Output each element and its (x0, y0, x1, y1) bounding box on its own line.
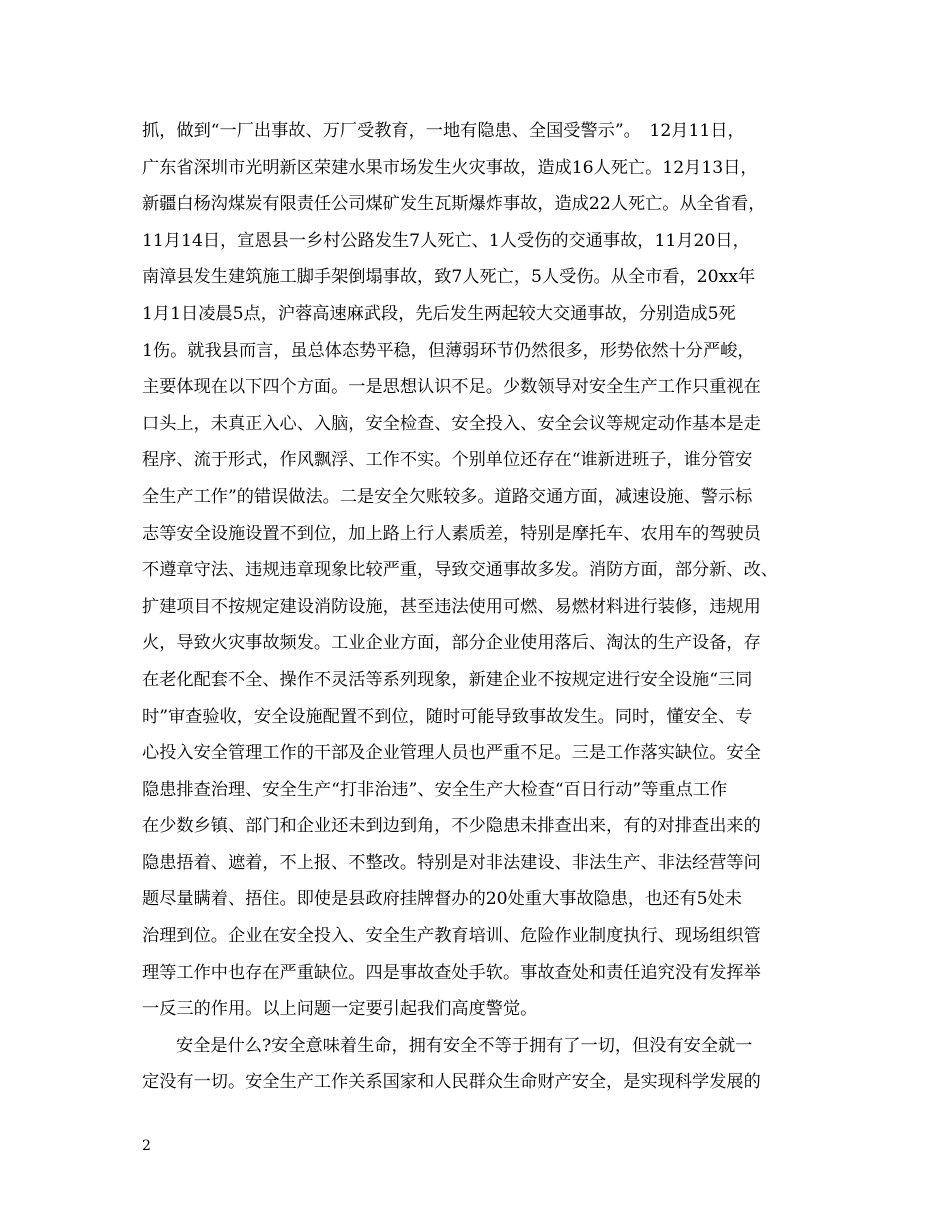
text-line: 心投入安全管理工作的干部及企业管理人员也严重不足。三是工作落实缺位。安全 (142, 743, 761, 764)
text-line: 主要体现在以下四个方面。一是思想认识不足。少数领导对安全生产工作只重视在 (142, 377, 761, 398)
text-line: 全生产工作”的错误做法。二是安全欠账较多。道路交通方面，减速设施、警示标 (142, 486, 753, 507)
body-text (142, 113, 832, 1101)
text-line: 不遵章守法、违规违章现象比较严重，导致交通事故多发。消防方面，部分新、改、 (142, 560, 778, 581)
text-line: 1伤。就我县而言，虽总体态势平稳，但薄弱环节仍然很多，形势依然十分严峻， (142, 340, 755, 361)
text-line: 隐患排查治理、安全生产“打非治违”、安全生产大检查“百日行动”等重点工作 (142, 779, 728, 800)
text-line: 时”审查验收，安全设施配置不到位，随时可能导致事故发生。同时，懂安全、专 (142, 706, 753, 727)
text-line: 隐患捂着、遮着，不上报、不整改。特别是对非法建设、非法生产、非法经营等问 (142, 852, 761, 873)
text-line: 志等安全设施设置不到位，加上路上行人素质差，特别是摩托车、农用车的驾驶员 (142, 523, 761, 544)
text-line: 定没有一切。安全生产工作关系国家和人民群众生命财产安全，是实现科学发展的 (142, 1072, 761, 1093)
text-line: 扩建项目不按规定建设消防设施，甚至违法使用可燃、易燃材料进行装修，违规用 (142, 596, 761, 617)
text-line: 新疆白杨沟煤炭有限责任公司煤矿发生瓦斯爆炸事故，造成22人死亡。从全省看， (142, 194, 766, 215)
text-line: 南漳县发生建筑施工脚手架倒塌事故，致7人死亡，5人受伤。从全市看，20xx年 (142, 267, 756, 288)
text-line: 题尽量瞒着、捂住。即使是县政府挂牌督办的20处重大事故隐患，也还有5处未 (142, 889, 742, 910)
text-line: 在老化配套不全、操作不灵活等系列现象，新建企业不按规定进行安全设施“三同 (142, 669, 753, 690)
text-line: 在少数乡镇、部门和企业还未到边到角，不少隐患未排查出来，有的对排查出来的 (142, 816, 761, 837)
text-line: 1月1日凌晨5点，沪蓉高速麻武段，先后发生两起较大交通事故，分别造成5死 (142, 303, 736, 324)
page-number: 2 (142, 1138, 151, 1154)
text-line: 11月14日，宣恩县一乡村公路发生7人死亡、1人受伤的交通事故，11月20日， (142, 230, 750, 251)
text-line: 广东省深圳市光明新区荣建水果市场发生火灾事故，造成16人死亡。12月13日， (142, 157, 758, 178)
text-line: 口头上，未真正入心、入脑，安全检查、安全投入、安全会议等规定动作基本是走 (142, 413, 761, 434)
text-line: 治理到位。企业在安全投入、安全生产教育培训、危险作业制度执行、现场组织管 (142, 926, 761, 947)
text-line: 理等工作中也存在严重缺位。四是事故查处手软。事故查处和责任追究没有发挥举 (142, 962, 761, 983)
text-line: 程序、流于形式，作风飘浮、工作不实。个别单位还存在“谁新进班子，谁分管安 (142, 450, 753, 471)
text-line: 一反三的作用。以上问题一定要引起我们高度警觉。 (142, 999, 538, 1020)
text-line: 火，导致火灾事故频发。工业企业方面，部分企业使用落后、淘汰的生产设备，存 (142, 633, 761, 654)
paragraph-first-line: 安全是什么?安全意味着生命，拥有安全不等于拥有了一切，但没有安全就一 (176, 1035, 753, 1056)
text-line: 抓，做到“一厂出事故、万厂受教育，一地有隐患、全国受警示”。 12月11日， (142, 121, 745, 141)
